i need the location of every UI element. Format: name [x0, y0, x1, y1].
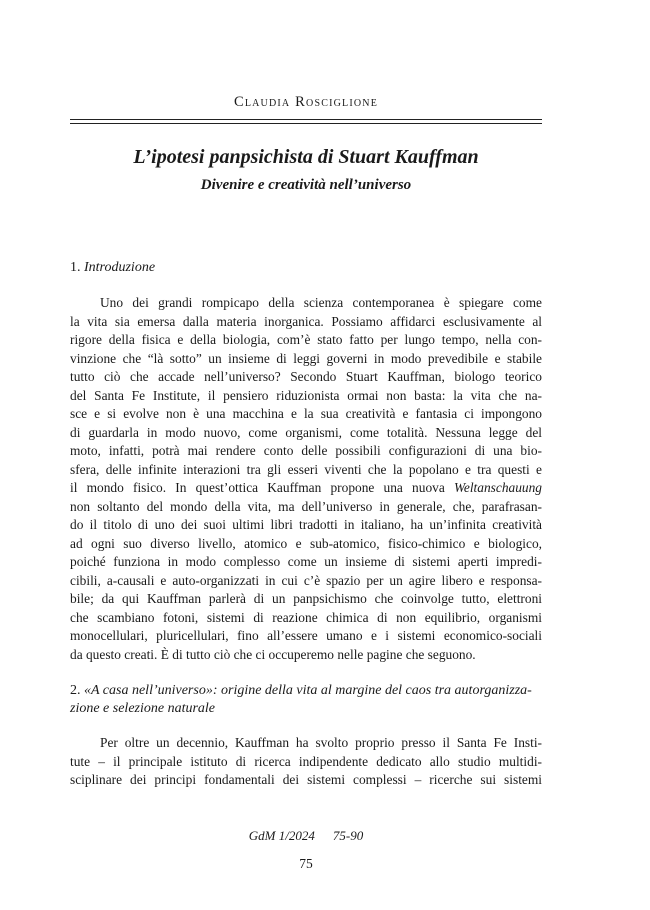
- section-heading-a-casa: [70, 682, 542, 718]
- header-rule-top: [70, 119, 542, 120]
- text-line: di guardarla in modo nuovo, come organismi, come totalità. Nessuna legge del: [70, 424, 542, 440]
- section-label-line: «A casa nell’universo»: origine della vita al margine del caos tra autorganizza-: [84, 683, 532, 698]
- text-line: rigore della fisica e della biologia, com’è stato fatto per lungo tempo, nella con-: [70, 332, 542, 347]
- text-line: cibili, a-causali e auto-organizzati in cui c’è spazio per un agire libero e responsa-: [70, 572, 542, 588]
- header-rule-bottom: [70, 123, 542, 124]
- text-line: la vita sia emersa dalla materia inorganica. Possiamo affidarci esclusivamente al: [70, 313, 542, 329]
- text-line: Per oltre un decennio, Kauffman ha svolto proprio presso il Santa Fe Insti-: [100, 735, 542, 750]
- text-line: ad ogni suo diverso livello, atomico e sub-atomico, fisico-chimico e biologico,: [70, 535, 542, 551]
- section-label: Introduzione: [84, 260, 156, 275]
- text-line: che scambiano fotoni, sistemi di reazione chimica di non equilibrio, organismi: [70, 609, 542, 625]
- section-number: 2.: [70, 683, 81, 698]
- text-line-with-term: [70, 479, 542, 498]
- article-title: L’ipotesi panpsichista di Stuart Kauffman: [133, 146, 479, 168]
- text-line: sciplinare dei principi fondamentali dei sistemi complessi – ricerche sui sistemi: [70, 772, 542, 787]
- text-line: da questo creati. È di tutto ciò che ci occuperemo nelle pagine che seguono.: [70, 646, 476, 662]
- text-line: non soltanto del mondo della vita, ma dell’universo in generale, che, parafrasan-: [70, 498, 542, 514]
- section-heading-introduzione: [70, 259, 542, 277]
- running-head-author: Claudia Rosciglione: [233, 94, 379, 110]
- page-range: 75-90: [332, 828, 364, 843]
- journal-issue: GdM 1/2024: [248, 828, 315, 843]
- text-line: vinzione che “là sotto” un insieme di leggi governi in modo prevedibile e stabile: [70, 350, 542, 366]
- text-fragment: il mondo fisico. In quest’ottica Kauffman propone una nuova: [70, 480, 454, 495]
- text-line: del Santa Fe Institute, il pensiero riduzionista ormai non basta: la vita che na-: [70, 387, 542, 403]
- text-line: Uno dei grandi rompicapo della scienza contemporanea è spiegare come: [100, 295, 542, 310]
- journal-citation: [70, 828, 542, 844]
- text-line: monocellulari, pluricellulari, fino all’essere umano e i sistemi economico-sociali: [70, 628, 542, 643]
- text-line: moto, infatti, potrà mai rendere conto delle possibili configurazioni di una bio-: [70, 443, 542, 458]
- article-subtitle: Divenire e creatività nell’universo: [200, 177, 412, 193]
- section-label-line: zione e selezione naturale: [70, 701, 216, 716]
- text-line: do il titolo di uno dei suoi ultimi libri tradotti in italiano, ha un’infinita creatività: [70, 517, 542, 532]
- text-line: tutto ciò che accade nell’universo? Secondo Stuart Kauffman, biologo teorico: [70, 369, 542, 384]
- page-number: 75: [299, 856, 313, 871]
- paragraph-a-casa: [70, 734, 542, 790]
- italic-term: Weltanschauung: [453, 480, 542, 495]
- section-number: 1.: [70, 260, 81, 275]
- text-line: sfera, delle infinite interazioni tra gli esseri viventi che la popolano e tra questi e: [70, 461, 542, 477]
- text-line: poiché funziona in modo complesso come un insieme di sistemi aperti impredi-: [70, 554, 542, 569]
- text-line: tute – il principale istituto di ricerca indipendente dedicato allo studio multidi-: [70, 753, 542, 769]
- text-line: bile; da qui Kauffman parlerà di un panpsichismo che coinvolge tutto, elettroni: [70, 591, 542, 606]
- paragraph-introduzione: [70, 294, 542, 664]
- text-line: sce e si evolve non è una macchina e la sua creatività e fantasia ci impongono: [70, 406, 542, 421]
